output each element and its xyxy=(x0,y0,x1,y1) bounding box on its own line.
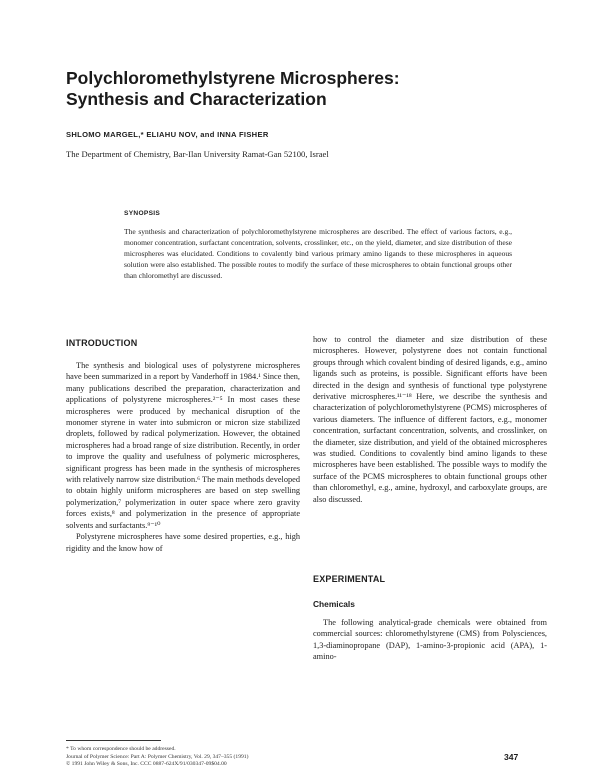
author-list: SHLOMO MARGEL,* ELIAHU NOV, and INNA FISHER xyxy=(66,130,269,139)
right-column-body xyxy=(313,334,547,505)
experimental-heading: EXPERIMENTAL xyxy=(313,574,386,584)
page-number: 347 xyxy=(504,752,519,762)
intro-paragraph-1: The synthesis and biological uses of polystyrene microspheres have been summarized in a report by Vanderhoff in 1984.¹ Since then, many publications described the preparation, characterization and applications of polystyrene microspheres.²⁻⁵ In most cases these microspheres were produced by mechanical disruption of the monomer styrene in water into submicron or micron size stabilized droplets, followed by radical polymerization. However, the obtained microspheres had a broad range of size distribution. Recently, in order to improve the quality and usefulness of polymeric microspheres, significant progress has been made in the synthesis of microspheres with relatively narrow size distribution.⁶ The main methods developed to obtain highly uniform microspheres are based on step swelling polymerization,⁷ polymerization in outer space where zero gravity forces exists,⁸ and polymerization in the presence of appropriate solvents and surfactants.⁹⁻¹⁰ xyxy=(66,361,300,530)
chemicals-body xyxy=(313,617,547,663)
title-line-2: Synthesis and Characterization xyxy=(66,89,327,109)
introduction-heading: INTRODUCTION xyxy=(66,338,138,348)
left-column-body xyxy=(66,360,300,554)
synopsis-abstract: The synthesis and characterization of polychloromethylstyrene microspheres are described. The effect of various factors, e.g., monomer concentration, surfactant concentration, solvents, crosslinker, etc., on the yield, diameter, and size distribution of these microspheres was elucidated. Conditions to covalently bind various primary amino ligands to these microspheres in aqueous solution were also established. The possible routes to modify the surface of these microspheres to obtain functional groups other than chloromethyl are discussed. xyxy=(124,227,512,280)
chemicals-heading: Chemicals xyxy=(313,599,355,609)
footnote-rule xyxy=(66,740,161,741)
footnote-citation: Journal of Polymer Science: Part A: Polymer Chemistry, Vol. 29, 347–355 (1991) xyxy=(66,753,249,760)
article-title xyxy=(66,68,546,110)
synopsis-heading: SYNOPSIS xyxy=(124,210,161,217)
author-affiliation: The Department of Chemistry, Bar-Ilan University Ramat-Gan 52100, Israel xyxy=(66,149,329,159)
footnote-copyright: © 1991 John Wiley & Sons, Inc. CCC 0887-624X/91/030347-09$04.00 xyxy=(66,761,227,768)
footnote-correspondence: * To whom correspondence should be addressed. xyxy=(66,746,176,752)
intro-paragraph-2-start: Polystyrene microspheres have some desired properties, e.g., high rigidity and the know how of xyxy=(66,532,300,553)
intro-paragraph-2-continued: how to control the diameter and size distribution of these microspheres. However, polystyrene does not contain functional groups through which covalent binding of desired ligands, e.g., amino ligands such as proteins, is possible. Significant efforts have been directed in the design and synthesis of functional type polystyrene derivative microspheres.¹¹⁻¹⁸ Here, we describe the synthesis and characterization of polychloromethylstyrene (PCMS) microspheres of various diameters. The influence of different factors, e.g., monomer concentration, surfactant concentration, solvents, and crosslinker, on the diameter, size distribution, and yield of the obtained microspheres was studied. Conditions to covalently bind amino ligands to these microspheres have been established. The possible ways to modify the surface of the PCMS microspheres to obtain functional groups other than chloromethyl, e.g., amine, hydroxyl, and carboxylate groups, are also discussed. xyxy=(313,335,547,504)
footnote xyxy=(66,746,300,769)
title-line-1: Polychloromethylstyrene Microspheres: xyxy=(66,68,400,88)
chemicals-paragraph: The following analytical-grade chemicals were obtained from commercial sources: chloromethylstyrene (CMS) from Polysciences, 1,3-diaminopropane (DAP), 1-amino-3-propionic acid (APA), 1-amino- xyxy=(313,618,547,662)
